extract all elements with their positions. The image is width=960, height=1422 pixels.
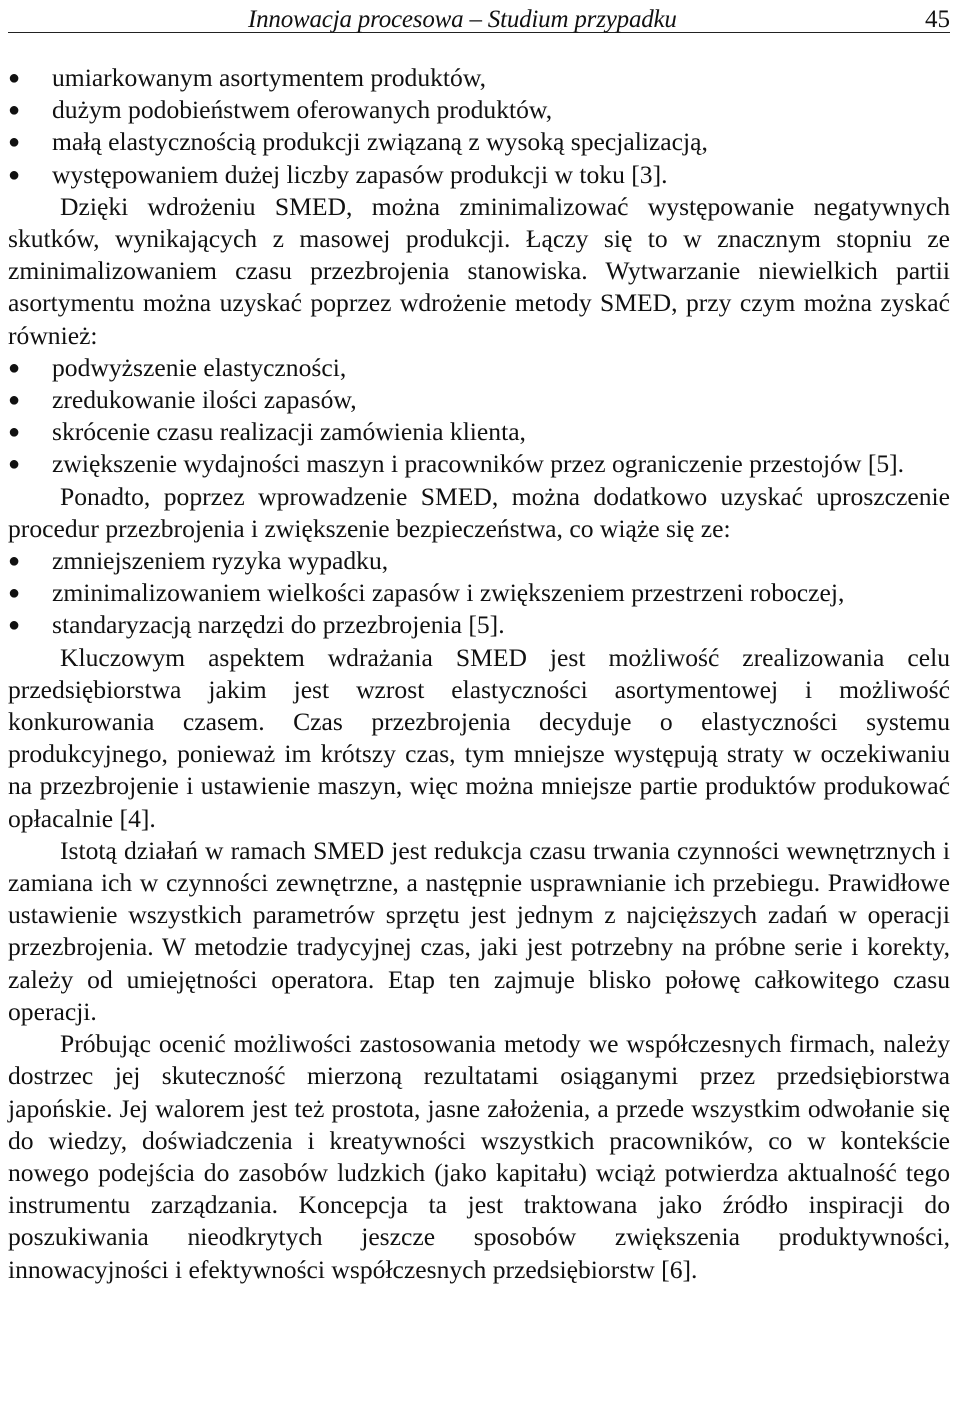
bullet-icon: ● — [8, 614, 21, 637]
paragraph-smed-benefits: Dzięki wdrożeniu SMED, można zminimalizować występowanie negatywnych skutków, wynikających z masowej produkcji. Łączy się to w znacznym stopniu ze zminimalizowaniem czasu przezbrojenia stanowiska. Wytwarzanie niewielkich partii asortymentu można uzyskać poprzez wdrożenie metody SMED, przy czym można zyskać również: — [8, 191, 950, 350]
paragraph-applicability: Próbując ocenić możliwości zastosowania metody we współczesnych firmach, należy dostrzec jej skuteczność mierzoną rezultatami osiąganymi przez przedsiębiorstwa japońskie. Jej walorem jest też prostota, jasne założenia, a przede wszystkim odwołanie się do wiedzy, doświadczenia i kreatywności wszystkich pracowników, co w kontekście nowego podejścia do zasobów ludzkich (jako kapitału) wciąż potwierdza aktualność tego instrumentu zarządzania. Koncepcja ta jest traktowana jako źródło inspiracji do poszukiwania nieodkrytych jeszcze sposobów zwiększenia produktywności, innowacyjności i efektywności współczesnych przedsiębiorstw [6]. — [8, 1029, 950, 1284]
bullet-icon: ● — [8, 99, 21, 122]
bullet-icon: ● — [8, 550, 21, 573]
bullet-icon: ● — [8, 163, 21, 186]
bullet-icon: ● — [8, 582, 21, 605]
list-item: ● zmniejszeniem ryzyka wypadku, — [8, 545, 950, 577]
list-item: ● występowaniem dużej liczby zapasów produkcji w toku [3]. — [8, 159, 950, 191]
paragraph-key-aspect: Kluczowym aspektem wdrażania SMED jest możliwość zrealizowania celu przedsiębiorstwa jakim jest wzrost elastyczności asortymentowej i możliwość konkurowania czasem. Czas przezbrojenia decyduje o elastyczności systemu produkcyjnego, ponieważ im krótszy czas, tym mniejsze występują straty w oczekiwaniu na przezbrojenie i ustawienie maszyn, więc można mniejsze partie produktów produkować opłacalnie [4]. — [8, 642, 950, 833]
list-item: ● zredukowanie ilości zapasów, — [8, 384, 950, 416]
list-item: ● dużym podobieństwem oferowanych produktów, — [8, 94, 950, 126]
list-item: ● zwiększenie wydajności maszyn i pracowników przez ograniczenie przestojów [5]. — [8, 448, 950, 480]
bullet-list-1 — [8, 62, 950, 191]
running-title: Innowacja procesowa – Studium przypadku — [248, 6, 677, 33]
paragraph-essence: Istotą działań w ramach SMED jest redukcja czasu trwania czynności wewnętrznych i zamiana ich w czynności zewnętrzne, a następnie usprawnianie ich przebiegu. Prawidłowe ustawienie wszystkich parametrów sprzętu jest jednym z najcięższych zadań w operacji przezbrojenia. W metodzie tradycyjnej czas, jaki jest potrzebny na próbne serie i korekty, zależy od umiejętności operatora. Etap ten zajmuje blisko połowę całkowitego czasu operacji. — [8, 835, 950, 1026]
bullet-icon: ● — [8, 421, 21, 444]
bullet-icon: ● — [8, 131, 21, 154]
list-item: ● standaryzacją narzędzi do przezbrojenia [5]. — [8, 609, 950, 641]
paragraph-simplification: Ponadto, poprzez wprowadzenie SMED, można dodatkowo uzyskać uproszczenie procedur przezbrojenia i zwiększenie bezpieczeństwa, co wiąże się ze: — [8, 481, 950, 543]
list-item: ● podwyższenie elastyczności, — [8, 352, 950, 384]
page-body — [8, 62, 950, 1286]
page-header — [8, 4, 950, 33]
page-number: 45 — [925, 6, 950, 33]
bullet-list-2 — [8, 352, 950, 481]
bullet-icon: ● — [8, 389, 21, 412]
list-item: ● skrócenie czasu realizacji zamówienia klienta, — [8, 416, 950, 448]
bullet-icon: ● — [8, 356, 21, 379]
list-item: ● zminimalizowaniem wielkości zapasów i zwiększeniem przestrzeni roboczej, — [8, 577, 950, 609]
bullet-icon: ● — [8, 453, 21, 476]
bullet-list-3 — [8, 545, 950, 642]
list-item: ● małą elastycznością produkcji związaną z wysoką specjalizacją, — [8, 126, 950, 158]
list-item: ● umiarkowanym asortymentem produktów, — [8, 62, 950, 94]
bullet-icon: ● — [8, 67, 21, 89]
